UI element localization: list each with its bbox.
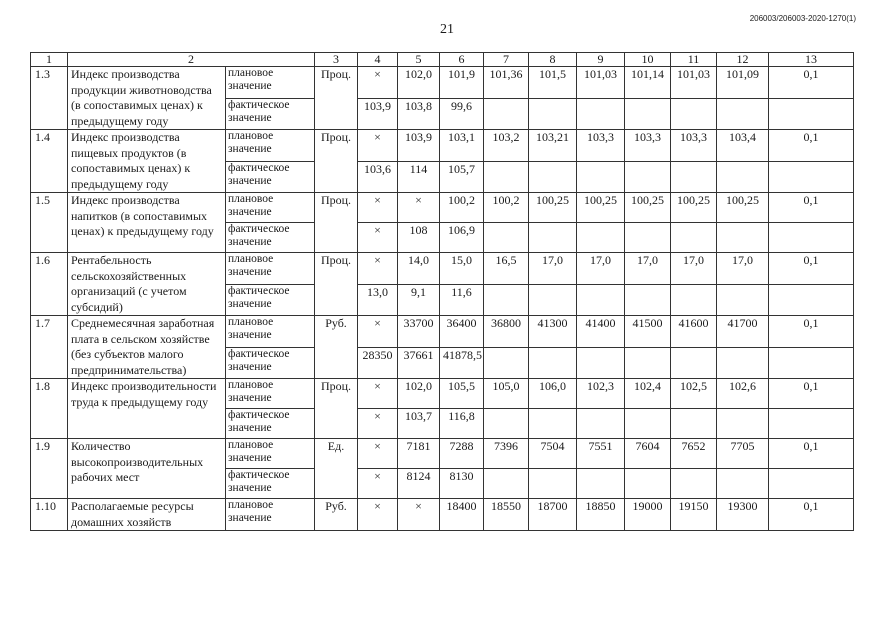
plan-value-cell: 7652 xyxy=(671,439,717,469)
fact-value-cell xyxy=(769,284,854,316)
fact-value-cell xyxy=(717,284,769,316)
fact-value-cell xyxy=(484,409,529,439)
unit-cell: Проц. xyxy=(315,253,358,316)
column-header: 13 xyxy=(769,53,854,67)
plan-value-cell: 101,03 xyxy=(671,67,717,99)
fact-value-cell xyxy=(769,469,854,499)
fact-value-cell: 103,7 xyxy=(398,409,440,439)
plan-value-cell: × xyxy=(398,499,440,531)
plan-value-cell: 36800 xyxy=(484,316,529,348)
fact-value-cell: × xyxy=(358,223,398,253)
plan-value-cell: 7705 xyxy=(717,439,769,469)
plan-value-cell: × xyxy=(358,439,398,469)
plan-value-cell: 41300 xyxy=(529,316,577,348)
plan-value-cell: 7396 xyxy=(484,439,529,469)
row-number-cell: 1.7 xyxy=(31,316,68,379)
fact-value-cell: 8130 xyxy=(440,469,484,499)
fact-value-cell xyxy=(717,409,769,439)
fact-value-cell xyxy=(671,223,717,253)
plan-value-cell: 101,14 xyxy=(625,67,671,99)
fact-value-cell xyxy=(625,469,671,499)
plan-value-cell: 102,0 xyxy=(398,379,440,409)
indicator-name-cell: Индекс производства напитков (в сопоставимых ценах) к предыдущему году xyxy=(68,193,226,253)
plan-value-cell: 18850 xyxy=(577,499,625,531)
fact-value-cell xyxy=(769,161,854,193)
fact-value-cell xyxy=(484,223,529,253)
plan-value-cell: 17,0 xyxy=(717,253,769,285)
indicators-table xyxy=(30,52,854,531)
plan-value-cell: × xyxy=(358,130,398,162)
fact-value-cell: 105,7 xyxy=(440,161,484,193)
plan-value-cell: 103,1 xyxy=(440,130,484,162)
fact-value-cell xyxy=(484,98,529,130)
fact-value-cell xyxy=(671,284,717,316)
column-header: 2 xyxy=(68,53,315,67)
table-row xyxy=(31,379,854,409)
plan-value-cell: × xyxy=(358,379,398,409)
fact-value-cell xyxy=(625,284,671,316)
fact-value-cell: 28350 xyxy=(358,347,398,379)
plan-value-cell: 0,1 xyxy=(769,316,854,348)
plan-value-cell: 0,1 xyxy=(769,193,854,223)
fact-value-cell: × xyxy=(358,409,398,439)
table-row xyxy=(31,439,854,469)
column-header: 5 xyxy=(398,53,440,67)
value-type-cell: плановое значение xyxy=(226,130,315,162)
value-type-cell: фактическое значение xyxy=(226,98,315,130)
fact-value-cell: 37661 xyxy=(398,347,440,379)
plan-value-cell: 0,1 xyxy=(769,499,854,531)
value-type-cell: плановое значение xyxy=(226,67,315,99)
plan-value-cell: 102,6 xyxy=(717,379,769,409)
fact-value-cell xyxy=(529,161,577,193)
plan-value-cell: × xyxy=(358,253,398,285)
fact-value-cell xyxy=(529,469,577,499)
value-type-cell: фактическое значение xyxy=(226,469,315,499)
fact-value-cell xyxy=(769,409,854,439)
fact-value-cell xyxy=(484,161,529,193)
column-header: 10 xyxy=(625,53,671,67)
unit-cell: Проц. xyxy=(315,379,358,439)
plan-value-cell: 18400 xyxy=(440,499,484,531)
plan-value-cell: 0,1 xyxy=(769,67,854,99)
value-type-cell: плановое значение xyxy=(226,439,315,469)
plan-value-cell: 100,2 xyxy=(440,193,484,223)
plan-value-cell: 36400 xyxy=(440,316,484,348)
plan-value-cell: 101,09 xyxy=(717,67,769,99)
fact-value-cell xyxy=(625,98,671,130)
plan-value-cell: 105,5 xyxy=(440,379,484,409)
table-row xyxy=(31,316,854,348)
fact-value-cell xyxy=(671,469,717,499)
plan-value-cell: 103,3 xyxy=(671,130,717,162)
column-header: 12 xyxy=(717,53,769,67)
fact-value-cell: × xyxy=(358,469,398,499)
fact-value-cell xyxy=(671,161,717,193)
plan-value-cell: 7288 xyxy=(440,439,484,469)
value-type-cell: плановое значение xyxy=(226,499,315,531)
table-row xyxy=(31,67,854,99)
plan-value-cell: 0,1 xyxy=(769,130,854,162)
value-type-cell: фактическое значение xyxy=(226,223,315,253)
table-row xyxy=(31,193,854,223)
plan-value-cell: 17,0 xyxy=(529,253,577,285)
plan-value-cell: 41500 xyxy=(625,316,671,348)
plan-value-cell: × xyxy=(358,316,398,348)
fact-value-cell xyxy=(717,347,769,379)
indicator-name-cell: Располагаемые ресурсы домашних хозяйств xyxy=(68,499,226,531)
plan-value-cell: 106,0 xyxy=(529,379,577,409)
fact-value-cell xyxy=(484,469,529,499)
unit-cell: Ед. xyxy=(315,439,358,499)
fact-value-cell xyxy=(769,98,854,130)
row-number-cell: 1.8 xyxy=(31,379,68,439)
plan-value-cell: 19300 xyxy=(717,499,769,531)
fact-value-cell xyxy=(577,98,625,130)
plan-value-cell: × xyxy=(358,499,398,531)
fact-value-cell xyxy=(717,469,769,499)
fact-value-cell: 103,8 xyxy=(398,98,440,130)
table-row xyxy=(31,130,854,162)
plan-value-cell: 19000 xyxy=(625,499,671,531)
indicator-name-cell: Рентабельность сельскохозяйственных организаций (с учетом субсидий) xyxy=(68,253,226,316)
value-type-cell: фактическое значение xyxy=(226,161,315,193)
unit-cell: Руб. xyxy=(315,499,358,531)
row-number-cell: 1.3 xyxy=(31,67,68,130)
plan-value-cell: 0,1 xyxy=(769,439,854,469)
plan-value-cell: 102,4 xyxy=(625,379,671,409)
fact-value-cell xyxy=(717,98,769,130)
value-type-cell: плановое значение xyxy=(226,253,315,285)
fact-value-cell xyxy=(577,469,625,499)
fact-value-cell xyxy=(529,223,577,253)
value-type-cell: плановое значение xyxy=(226,193,315,223)
fact-value-cell: 11,6 xyxy=(440,284,484,316)
table-row xyxy=(31,499,854,531)
column-header: 7 xyxy=(484,53,529,67)
fact-value-cell: 116,8 xyxy=(440,409,484,439)
plan-value-cell: 103,4 xyxy=(717,130,769,162)
fact-value-cell xyxy=(577,161,625,193)
value-type-cell: фактическое значение xyxy=(226,347,315,379)
plan-value-cell: 100,25 xyxy=(671,193,717,223)
plan-value-cell: 0,1 xyxy=(769,253,854,285)
fact-value-cell xyxy=(625,223,671,253)
row-number-cell: 1.10 xyxy=(31,499,68,531)
fact-value-cell xyxy=(529,284,577,316)
value-type-cell: фактическое значение xyxy=(226,409,315,439)
unit-cell: Проц. xyxy=(315,130,358,193)
plan-value-cell: 101,36 xyxy=(484,67,529,99)
plan-value-cell: 102,0 xyxy=(398,67,440,99)
fact-value-cell xyxy=(671,347,717,379)
plan-value-cell: 33700 xyxy=(398,316,440,348)
fact-value-cell xyxy=(577,409,625,439)
unit-cell: Проц. xyxy=(315,193,358,253)
plan-value-cell: 19150 xyxy=(671,499,717,531)
plan-value-cell: 103,2 xyxy=(484,130,529,162)
indicator-name-cell: Количество высокопроизводительных рабочих мест xyxy=(68,439,226,499)
plan-value-cell: 103,9 xyxy=(398,130,440,162)
plan-value-cell: 101,9 xyxy=(440,67,484,99)
fact-value-cell: 41878,5 xyxy=(440,347,484,379)
fact-value-cell xyxy=(625,409,671,439)
fact-value-cell xyxy=(717,161,769,193)
value-type-cell: плановое значение xyxy=(226,379,315,409)
indicator-name-cell: Индекс производства продукции животноводства (в сопоставимых ценах) к предыдущему году xyxy=(68,67,226,130)
plan-value-cell: 41400 xyxy=(577,316,625,348)
indicator-name-cell: Индекс производительности труда к предыдущему году xyxy=(68,379,226,439)
plan-value-cell: 100,25 xyxy=(625,193,671,223)
fact-value-cell xyxy=(577,284,625,316)
fact-value-cell xyxy=(529,347,577,379)
row-number-cell: 1.9 xyxy=(31,439,68,499)
value-type-cell: плановое значение xyxy=(226,316,315,348)
column-number-row xyxy=(31,53,854,67)
fact-value-cell xyxy=(577,347,625,379)
value-type-cell: фактическое значение xyxy=(226,284,315,316)
fact-value-cell xyxy=(625,347,671,379)
fact-value-cell: 8124 xyxy=(398,469,440,499)
plan-value-cell: 100,25 xyxy=(529,193,577,223)
fact-value-cell: 103,9 xyxy=(358,98,398,130)
fact-value-cell xyxy=(529,98,577,130)
plan-value-cell: × xyxy=(398,193,440,223)
unit-cell: Руб. xyxy=(315,316,358,379)
plan-value-cell: 18700 xyxy=(529,499,577,531)
fact-value-cell: 9,1 xyxy=(398,284,440,316)
fact-value-cell xyxy=(484,347,529,379)
fact-value-cell xyxy=(769,223,854,253)
plan-value-cell: 17,0 xyxy=(671,253,717,285)
plan-value-cell: 14,0 xyxy=(398,253,440,285)
table-row xyxy=(31,253,854,285)
column-header: 6 xyxy=(440,53,484,67)
fact-value-cell: 103,6 xyxy=(358,161,398,193)
plan-value-cell: 101,03 xyxy=(577,67,625,99)
plan-value-cell: × xyxy=(358,67,398,99)
row-number-cell: 1.5 xyxy=(31,193,68,253)
plan-value-cell: 7551 xyxy=(577,439,625,469)
plan-value-cell: 100,2 xyxy=(484,193,529,223)
plan-value-cell: × xyxy=(358,193,398,223)
fact-value-cell xyxy=(484,284,529,316)
fact-value-cell xyxy=(717,223,769,253)
row-number-cell: 1.6 xyxy=(31,253,68,316)
column-header: 4 xyxy=(358,53,398,67)
indicator-name-cell: Среднемесячная заработная плата в сельском хозяйстве (без субъектов малого предпринимательства) xyxy=(68,316,226,379)
fact-value-cell xyxy=(769,347,854,379)
plan-value-cell: 15,0 xyxy=(440,253,484,285)
document-code: 206003/206003-2020-1270(1) xyxy=(749,14,856,23)
plan-value-cell: 18550 xyxy=(484,499,529,531)
plan-value-cell: 17,0 xyxy=(625,253,671,285)
column-header: 1 xyxy=(31,53,68,67)
plan-value-cell: 0,1 xyxy=(769,379,854,409)
plan-value-cell: 102,3 xyxy=(577,379,625,409)
plan-value-cell: 103,3 xyxy=(577,130,625,162)
plan-value-cell: 16,5 xyxy=(484,253,529,285)
plan-value-cell: 100,25 xyxy=(717,193,769,223)
plan-value-cell: 103,21 xyxy=(529,130,577,162)
plan-value-cell: 100,25 xyxy=(577,193,625,223)
plan-value-cell: 41600 xyxy=(671,316,717,348)
plan-value-cell: 101,5 xyxy=(529,67,577,99)
plan-value-cell: 7504 xyxy=(529,439,577,469)
page-number: 21 xyxy=(440,22,454,37)
fact-value-cell: 114 xyxy=(398,161,440,193)
plan-value-cell: 7604 xyxy=(625,439,671,469)
fact-value-cell xyxy=(529,409,577,439)
fact-value-cell xyxy=(671,409,717,439)
column-header: 9 xyxy=(577,53,625,67)
indicator-name-cell: Индекс производства пищевых продуктов (в сопоставимых ценах) к предыдущему году xyxy=(68,130,226,193)
fact-value-cell: 13,0 xyxy=(358,284,398,316)
column-header: 3 xyxy=(315,53,358,67)
unit-cell: Проц. xyxy=(315,67,358,130)
plan-value-cell: 102,5 xyxy=(671,379,717,409)
plan-value-cell: 7181 xyxy=(398,439,440,469)
fact-value-cell: 106,9 xyxy=(440,223,484,253)
fact-value-cell: 108 xyxy=(398,223,440,253)
plan-value-cell: 41700 xyxy=(717,316,769,348)
column-header: 11 xyxy=(671,53,717,67)
plan-value-cell: 17,0 xyxy=(577,253,625,285)
fact-value-cell: 99,6 xyxy=(440,98,484,130)
fact-value-cell xyxy=(625,161,671,193)
row-number-cell: 1.4 xyxy=(31,130,68,193)
fact-value-cell xyxy=(577,223,625,253)
plan-value-cell: 103,3 xyxy=(625,130,671,162)
fact-value-cell xyxy=(671,98,717,130)
column-header: 8 xyxy=(529,53,577,67)
plan-value-cell: 105,0 xyxy=(484,379,529,409)
